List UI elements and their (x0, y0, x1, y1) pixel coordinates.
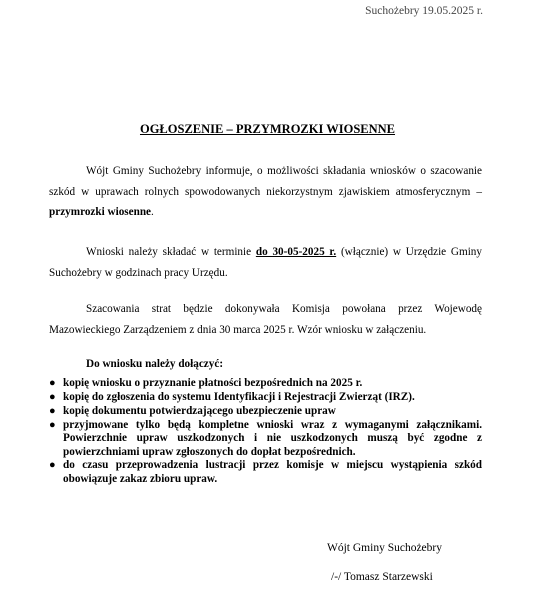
list-item-text: kopię wniosku o przyznanie płatności bezpośrednich na 2025 r. (63, 377, 363, 389)
paragraph-deadline (49, 242, 482, 283)
paragraph-announcement-end: . (151, 206, 154, 218)
requirements-heading: Do wniosku należy dołączyć: (86, 358, 224, 370)
list-item-text: kopię dokumentu potwierdzającego ubezpieczenie upraw (63, 404, 336, 417)
bullet-icon: ● (49, 404, 56, 417)
list-item (40, 405, 482, 418)
bullet-icon: ● (49, 459, 56, 472)
signature-title: Wójt Gminy Suchożebry (327, 542, 442, 554)
list-item (40, 459, 482, 486)
list-item-text: kopię do zgłoszenia do systemu Identyfikacji i Rejestracji Zwierząt (IRZ). (63, 390, 415, 403)
paragraph-announcement-text: Wójt Gminy Suchożebry informuje, o możliwości składania wniosków o szacowanie szkód w uprawach rolnych spowodowanych niekorzystnym zjawiskiem atmosferycznym – (49, 165, 482, 198)
paragraph-commission: Szacowania strat będzie dokonywała Komisja powołana przez Wojewodę Mazowieckiego Zarządzeniem z dnia 30 marca 2025 r. Wzór wniosku w załączeniu. (49, 303, 482, 336)
list-item-text: przyjmowane tylko będą kompletne wnioski wraz z wymaganymi załącznikami. Powierzchnie upraw uszkodzonych i nie uszkodzonych muszą być zgodne z powierzchniami upraw zgłoszonych do dopłat bezpośrednich. (63, 418, 482, 458)
list-item (40, 391, 482, 404)
list-item (40, 419, 482, 459)
paragraph-deadline-after: (włącznie) w Urzędzie Gminy Suchożebry w godzinach pracy Urzędu. (49, 246, 482, 279)
paragraph-announcement (49, 161, 482, 223)
place-date: Suchożebry 19.05.2025 r. (365, 5, 483, 17)
page-title: OGŁOSZENIE – PRZYMROZKI WIOSENNE (139, 122, 396, 136)
deadline-date: do 30-05-2025 r. (255, 246, 337, 258)
requirements-list (40, 377, 482, 487)
signature-name: /-/ Tomasz Starzewski (331, 571, 433, 583)
bullet-icon: ● (49, 418, 56, 431)
paragraph-deadline-before: Wnioski należy składać w terminie (86, 246, 256, 258)
list-item (40, 377, 482, 390)
frost-emphasis: przymrozki wiosenne (49, 206, 152, 218)
bullet-icon: ● (49, 390, 56, 403)
list-item-text: do czasu przeprowadzenia lustracji przez komisje w miejscu wystąpienia szkód obowiązuje zakaz zbioru upraw. (63, 459, 482, 485)
bullet-icon: ● (49, 377, 56, 389)
